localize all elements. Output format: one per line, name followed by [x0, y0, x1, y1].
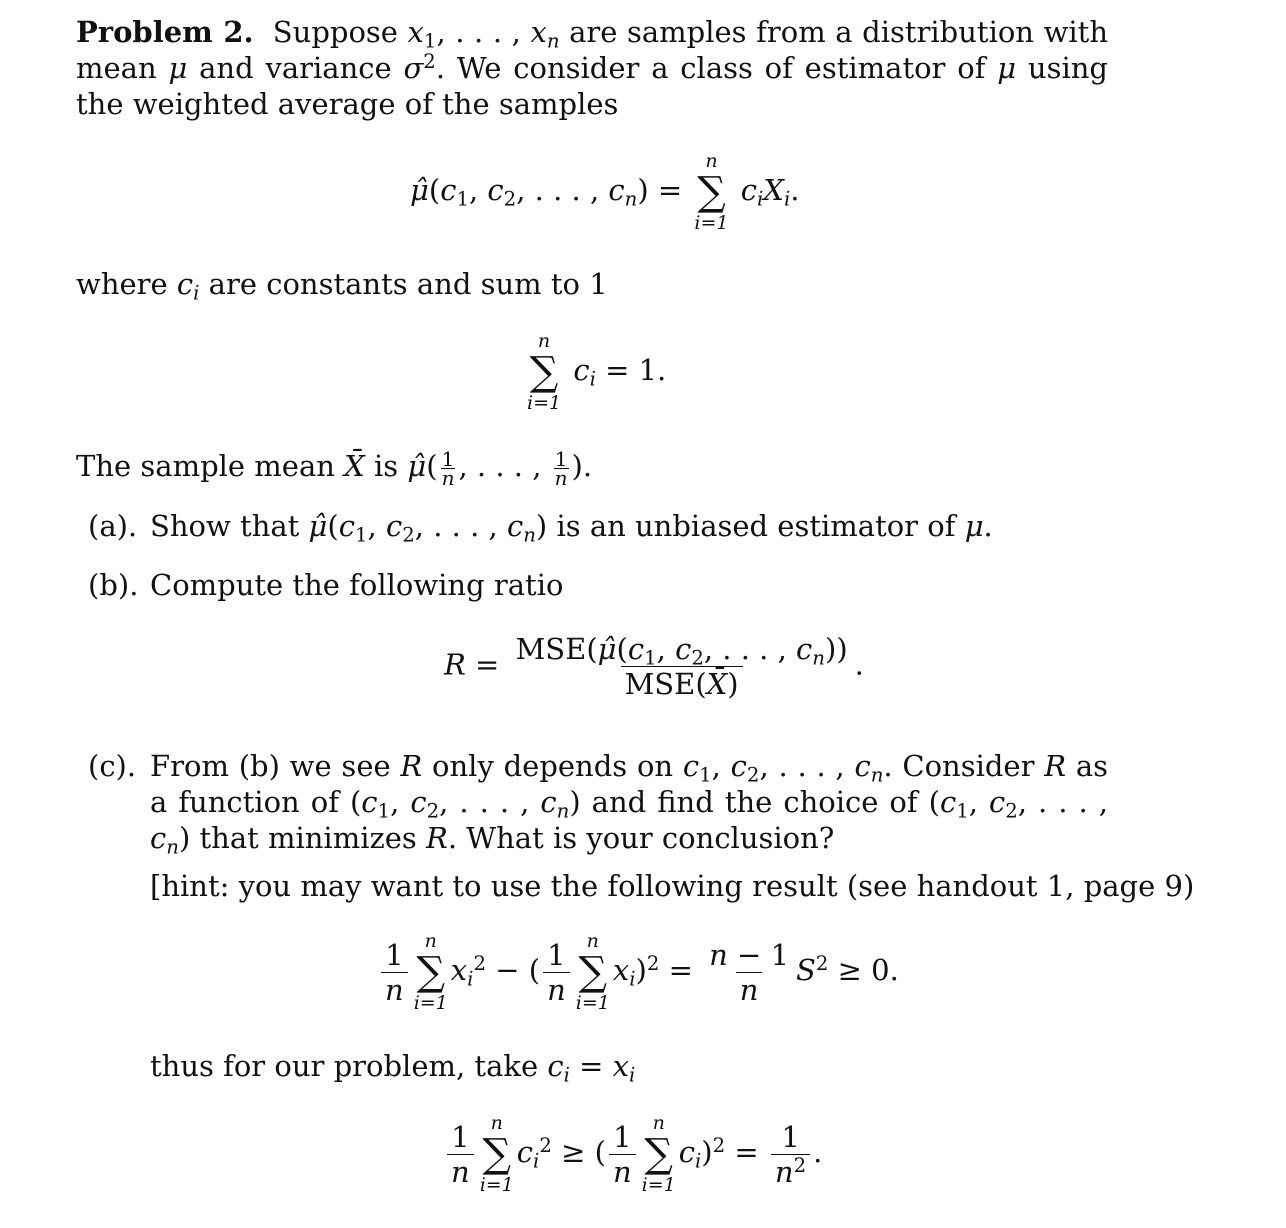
sum-constraint-equation: n ∑ i=1 $c_i = 1$. — [527, 330, 667, 414]
thus-text: thus for our problem, take $c_i = x_i$ — [150, 1049, 636, 1087]
part-a-label: (a). — [88, 509, 138, 543]
sample-mean-text: The sample mean X̄ is μ̂( $\frac{1}{n}$ , . . . , $\frac{1}{n}$ ). — [76, 446, 593, 490]
problem-statement — [76, 14, 1108, 122]
ratio-fraction: $\frac{MSE(\mû(c_1, c_2, . . . , c_n))}{\text{MSE(X̄)}}$ — [515, 632, 848, 701]
estimator-equation: $\mû(c_1$, $c_2$, . . . , $c_n$) = n ∑ i=1 $c_iX_i$. — [410, 150, 800, 234]
sum-symbol: n ∑ i=1 — [694, 150, 729, 234]
sum-symbol: n ∑ i=1 — [527, 330, 562, 414]
where-text: where $c_i$ are constants and sum to 1 — [76, 267, 608, 305]
part-b-text: Compute the following ratio — [150, 568, 564, 602]
problem-intro: Problem 2. Suppose $x_1$, . . . , $x_n$ are samples from a distribution with mean μ and variance $\sigma^2$. We consider a class of estimator of μ using the weighted average of the samples — [76, 15, 1108, 121]
part-b-label: (b). — [88, 568, 139, 602]
problem-label: Problem 2. — [76, 15, 254, 49]
hint-equation: $\frac{1}{n}$ n ∑ i=1 $x_i^2$ − ( $\frac{1}{n}$ n ∑ i=1 $x_i)^2$ = $\frac{n - 1}{n}$ $S^2 \ge 0$. — [378, 930, 899, 1014]
part-a-text: Show that $\mû(c_1$, $c_2$, . . . , $c_n$) is an unbiased estimator of μ. — [150, 509, 993, 547]
final-inequality: $\frac{1}{n}$ n ∑ i=1 $c_i^2$ ≥ ( $\frac{1}{n}$ n ∑ i=1 $c_i)^2$ = $\frac{1}{n^2}$ . — [444, 1112, 822, 1196]
hint-text: [hint: you may want to use the following result (see handout 1, page 9) — [150, 869, 1195, 903]
part-c-label: (c). — [88, 749, 137, 783]
part-c-text: From (b) we see R only depends on $c_1$, $c_2$, . . . , $c_n$. Consider R as a function of ($c_1$, $c_2$, . . . , $c_n$) and find the choice of ($c_1$, $c_2$, . . . , $c_n$) that minimizes R. What is your conclusion? — [150, 749, 1109, 859]
ratio-equation: R = $\frac{MSE(\mû(c_1, c_2, . . . , c_n))}{\text{MSE(X̄)}}$ . — [444, 632, 864, 701]
